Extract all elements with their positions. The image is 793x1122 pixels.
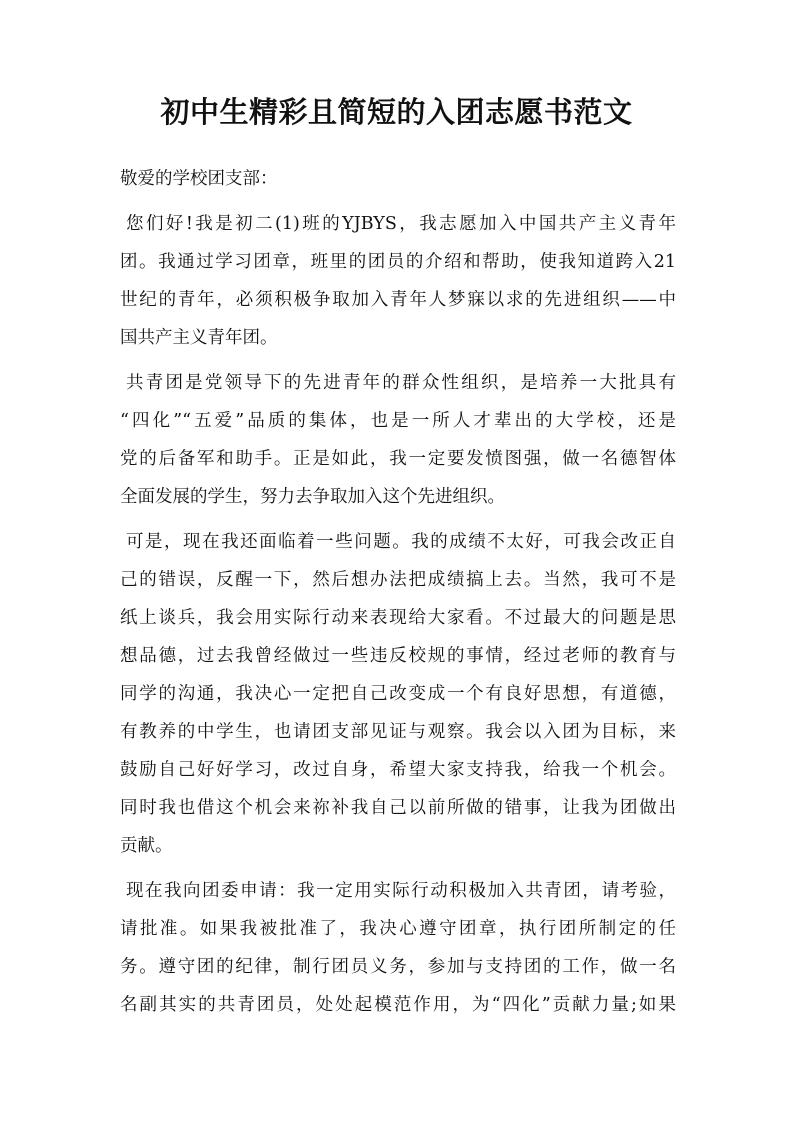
paragraph-line: 现在我向团委申请：我一定用实际行动积极加入共青团，请考验，: [126, 881, 676, 901]
paragraph-line: 您们好!我是初二(1)班的YJBYS，我志愿加入中国共产主义青年: [126, 214, 676, 234]
paragraph-line: 请批准。如果我被批准了，我决心遵守团章，执行团所制定的任: [120, 919, 676, 939]
paragraph-line: 世纪的青年，必须积极争取加入青年人梦寐以求的先进组织——中: [120, 290, 676, 310]
paragraph-line: 可是，现在我还面临着一些问题。我的成绩不太好，可我会改正自: [126, 532, 676, 552]
paragraph-line: 鼓励自己好好学习，改过自身，希望大家支持我，给我一个机会。: [120, 760, 676, 780]
paragraph-line: 想品德，过去我曾经做过一些违反校规的事情，经过老师的教育与: [120, 646, 676, 666]
salutation: 敬爱的学校团支部：: [120, 169, 278, 189]
paragraph-line: 国共产主义青年团。: [120, 328, 278, 348]
paragraph-line: 贡献。: [120, 836, 173, 856]
paragraph-line: 纸上谈兵，我会用实际行动来表现给大家看。不过最大的问题是思: [120, 608, 676, 628]
paragraph-line: 团。我通过学习团章，班里的团员的介绍和帮助，使我知道跨入21: [120, 252, 676, 272]
paragraph-1: [120, 205, 676, 357]
paragraph-line: 务。遵守团的纪律，制行团员义务，参加与支持团的工作，做一名: [120, 957, 676, 977]
paragraph-line: 同学的沟通，我决心一定把自己改变成一个有良好思想，有道德，: [120, 684, 676, 704]
paragraph-3: [120, 523, 676, 865]
paragraph-4: [120, 872, 676, 1024]
paragraph-line: 同时我也借这个机会来祢补我自己以前所做的错事，让我为团做出: [120, 798, 676, 818]
paragraph-line: 党的后备军和助手。正是如此，我一定要发愤图强，做一名德智体: [120, 449, 676, 469]
paragraph-2: [120, 364, 676, 516]
paragraph-line: 有教养的中学生，也请团支部见证与观察。我会以入团为目标，来: [120, 722, 676, 742]
paragraph-line: 共青团是党领导下的先进青年的群众性组织，是培养一大批具有: [126, 373, 676, 393]
document-title: 初中生精彩且简短的入团志愿书范文: [160, 95, 633, 129]
paragraph-line: 己的错误，反醒一下，然后想办法把成绩搞上去。当然，我可不是: [120, 570, 676, 590]
paragraph-line: 全面发展的学生，努力去争取加入这个先进组织。: [120, 487, 505, 507]
paragraph-line: 名副其实的共青团员，处处起模范作用，为“四化”贡献力量;如果: [120, 995, 676, 1015]
paragraph-line: “四化”“五爱”品质的集体，也是一所人才辈出的大学校，还是: [120, 411, 676, 431]
document-body: [120, 160, 676, 1031]
